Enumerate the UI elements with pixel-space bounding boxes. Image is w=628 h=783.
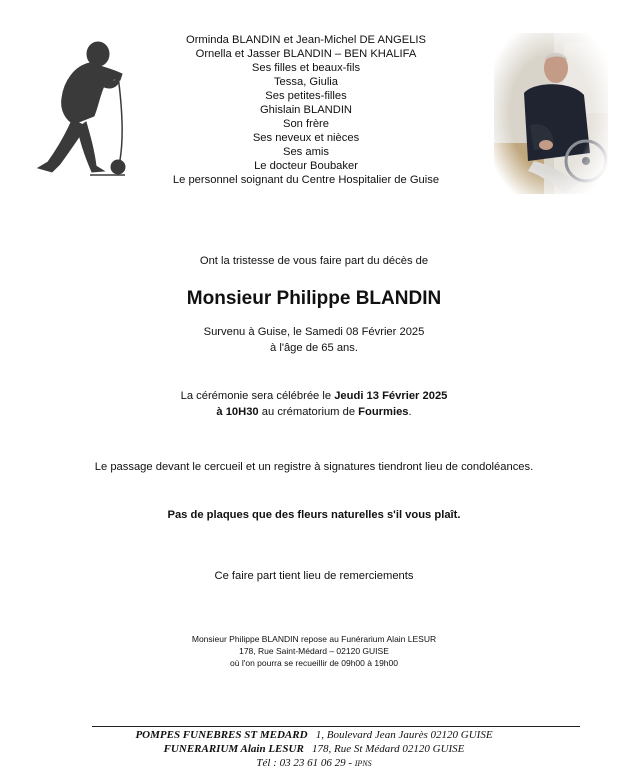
footer-divider: [92, 726, 580, 727]
ipns-label: IPNS: [354, 759, 372, 768]
boules-player-silhouette: [30, 36, 130, 181]
flowers-bold: Pas de plaques que des fleurs naturelles s'il vous plaît.: [167, 509, 461, 521]
ceremony-date: Jeudi 13 Février 2025: [334, 390, 448, 402]
ceremony-middle: au crématorium de: [258, 406, 359, 418]
announcement-text: Ont la tristesse de vous faire part du décès de: [199, 255, 429, 267]
family-line: Le docteur Boubaker: [254, 160, 358, 172]
funeral-company-address: 1, Boulevard Jean Jaurès 02120 GUISE: [315, 729, 493, 741]
ceremony-suffix: .: [408, 406, 412, 418]
family-list: [130, 33, 482, 187]
flowers-text: [0, 507, 628, 523]
funerarium-name: FUNERARIUM Alain LESUR: [163, 743, 304, 755]
rest-details: [0, 633, 628, 669]
thanks-text: Ce faire part tient lieu de remerciements: [214, 570, 414, 582]
age-line: à l'âge de 65 ans.: [270, 342, 358, 354]
ceremony-place: Fourmies: [358, 406, 409, 418]
family-line: Ses amis: [282, 146, 329, 158]
ceremony-details: [0, 388, 628, 420]
rest-line: Monsieur Philippe BLANDIN repose au Funérarium Alain LESUR: [191, 634, 437, 644]
family-line: Ghislain BLANDIN: [259, 104, 353, 116]
ceremony-time: à 10H30: [216, 406, 259, 418]
ceremony-prefix: La cérémonie sera célébrée le: [180, 390, 335, 402]
funerarium-address: 178, Rue St Médard 02120 GUISE: [312, 743, 465, 755]
death-line: Survenu à Guise, le Samedi 08 Février 2025: [203, 326, 425, 338]
family-line: Le personnel soignant du Centre Hospitalier de Guise: [172, 174, 440, 186]
phone-number: Tél : 03 23 61 06 29 -: [256, 757, 355, 769]
family-line: Ses filles et beaux-fils: [251, 62, 361, 74]
death-details: [0, 324, 628, 356]
funeral-company-name: POMPES FUNEBRES ST MEDARD: [135, 729, 308, 741]
footer: [0, 728, 628, 771]
deceased-name: Monsieur Philippe BLANDIN: [186, 288, 442, 309]
portrait-photo: [494, 33, 608, 194]
family-line: Orminda BLANDIN et Jean-Michel DE ANGELIS: [186, 34, 426, 46]
family-line: Tessa, Giulia: [273, 76, 339, 88]
rest-line: 178, Rue Saint-Médard – 02120 GUISE: [239, 646, 389, 656]
rest-line: où l'on pourra se recueillir de 09h00 à 19h00: [230, 658, 398, 668]
family-line: Ornella et Jasser BLANDIN – BEN KHALIFA: [195, 48, 417, 60]
family-line: Ses neveux et nièces: [252, 132, 360, 144]
family-line: Ses petites-filles: [265, 90, 347, 102]
passage-text: Le passage devant le cercueil et un registre à signatures tiendront lieu de condoléances.: [94, 461, 534, 473]
family-line: Son frère: [282, 118, 330, 130]
